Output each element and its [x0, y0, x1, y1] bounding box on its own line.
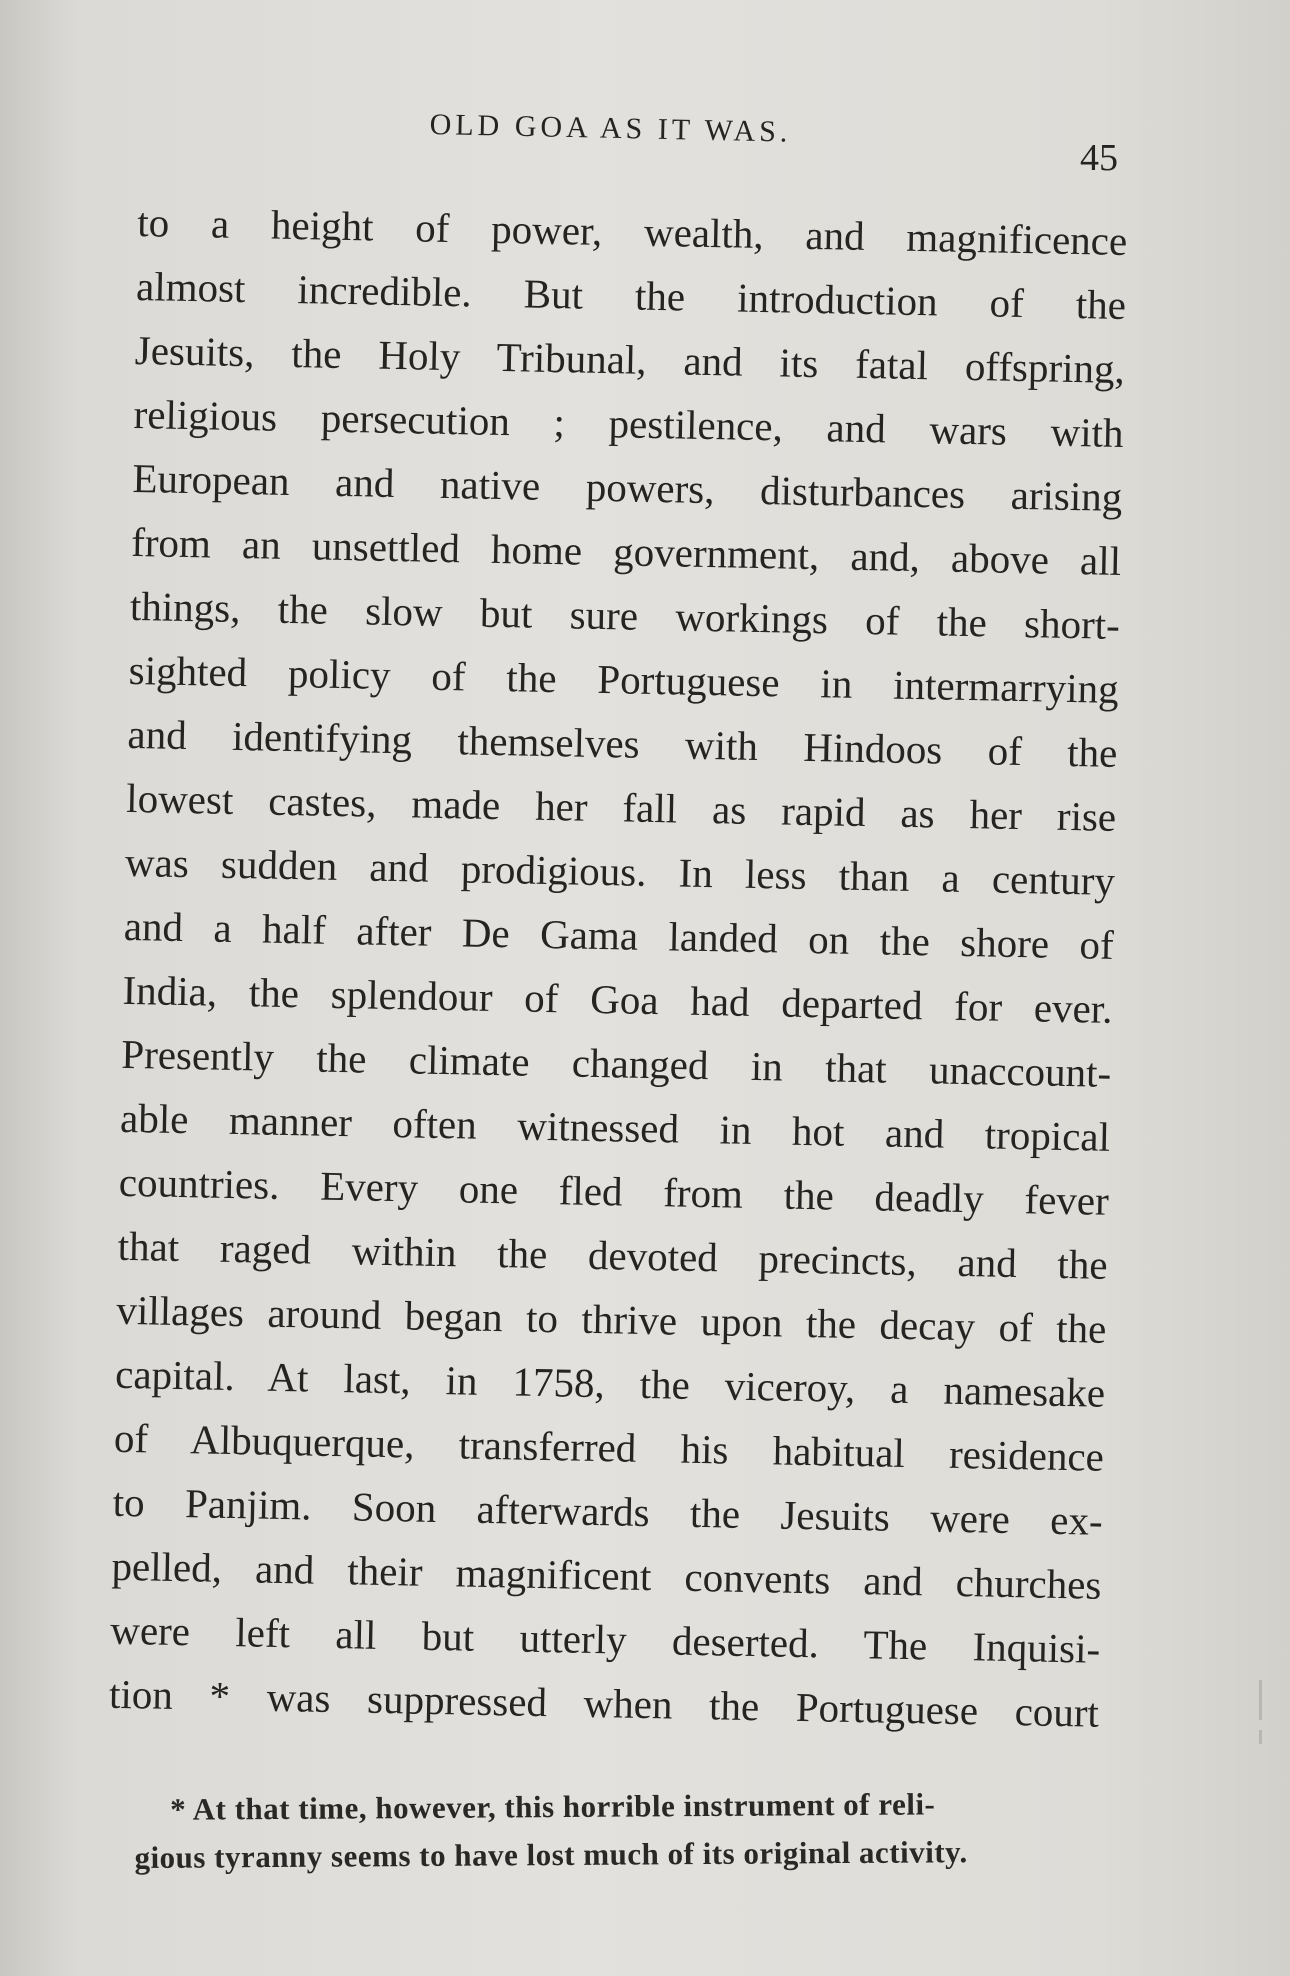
page-edge-mark [1259, 1680, 1262, 1720]
text-line: countries. Every one fled from the deadly fever [118, 1158, 1110, 1224]
body-text [109, 190, 1138, 1745]
page-edge-mark [1259, 1730, 1262, 1744]
text-line: was sudden and prodigious. In less than a century [124, 838, 1116, 904]
text-line: villages around began to thrive upon the decay of the [116, 1286, 1107, 1352]
text-line: to Panjim. Soon afterwards the Jesuits were ex- [112, 1478, 1104, 1544]
text-line: and a half after De Gama landed on the shore of [123, 902, 1115, 968]
text-line: Presently the climate changed in that unaccount- [120, 1030, 1112, 1096]
text-line: Jesuits, the Holy Tribunal, and its fatal offspring, [134, 326, 1126, 392]
text-line: lowest castes, made her fall as rapid as her rise [125, 774, 1117, 840]
text-line: from an unsettled home government, and, above all [130, 518, 1122, 584]
running-head [140, 108, 1140, 179]
text-line: able manner often witnessed in hot and tropical [119, 1094, 1111, 1160]
text-line: that raged within the devoted precincts, and the [117, 1222, 1108, 1288]
running-title: OLD GOA AS IT WAS. [429, 108, 792, 149]
text-line: sighted policy of the Portuguese in intermarrying [128, 646, 1120, 712]
text-line: India, the splendour of Goa had departed for ever. [122, 966, 1113, 1032]
text-line: to a height of power, wealth, and magnificence [136, 198, 1128, 264]
text-line: almost incredible. But the introduction of the [135, 262, 1127, 328]
text-line: and identifying themselves with Hindoos of the [127, 710, 1118, 776]
text-line: religious persecution ; pestilence, and wars with [133, 390, 1124, 456]
text-line: things, the slow but sure workings of the short- [129, 582, 1121, 648]
text-line: pelled, and their magnificent convents and churches [111, 1542, 1102, 1608]
text-line: were left all but utterly deserted. The Inquisi- [109, 1606, 1101, 1672]
text-line: of Albuquerque, transferred his habitual residence [113, 1414, 1105, 1480]
text-line: European and native powers, disturbances arising [132, 454, 1123, 520]
text-line: capital. At last, in 1758, the viceroy, a namesake [114, 1350, 1106, 1416]
footnote-line: * At that time, however, this horrible instrument of reli- [170, 1786, 936, 1827]
text-line: tion * was suppressed when the Portuguese court [108, 1670, 1100, 1736]
page-number: 45 [1080, 137, 1118, 179]
footnote-line: gious tyranny seems to have lost much of its original activity. [134, 1834, 968, 1875]
footnote [134, 1779, 1125, 1882]
